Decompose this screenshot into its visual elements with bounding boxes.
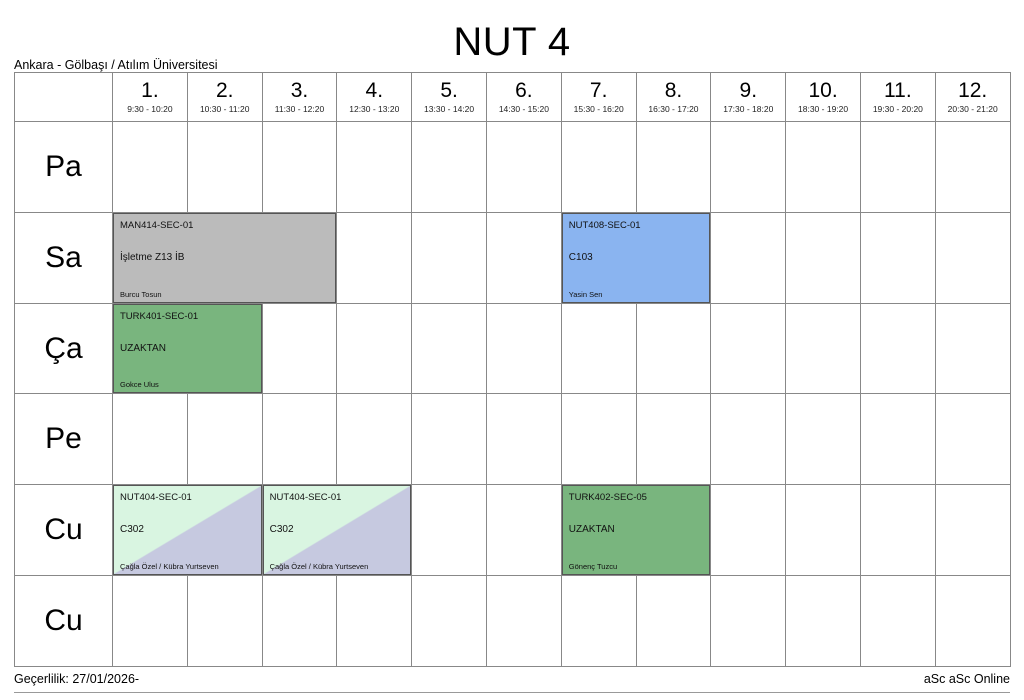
period-time: 15:30 - 16:20	[573, 104, 624, 114]
day-row	[15, 394, 1011, 485]
period-header-9	[711, 73, 786, 122]
lesson-teacher: Gokce Ulus	[120, 380, 159, 390]
period-number: 10.	[808, 79, 838, 102]
lesson-room: C103	[568, 251, 593, 263]
empty-cell	[935, 212, 1010, 303]
empty-cell	[187, 576, 262, 667]
empty-cell	[486, 303, 561, 394]
empty-cell	[860, 212, 935, 303]
lesson-block[interactable]	[562, 485, 711, 575]
period-number: 12.	[958, 79, 988, 102]
school-subtitle: Ankara - Gölbaşı / Atılım Üniversitesi	[14, 58, 218, 72]
empty-cell	[786, 394, 861, 485]
period-header-11	[860, 73, 935, 122]
period-time: 16:30 - 17:20	[648, 104, 699, 114]
lesson-code: NUT408-SEC-01	[568, 219, 641, 231]
empty-cell	[262, 122, 337, 213]
period-number: 4.	[365, 79, 384, 102]
period-number: 2.	[215, 79, 234, 102]
footer-divider	[14, 692, 1010, 693]
lesson-teacher: Çağla Özel / Kübra Yurtseven	[269, 562, 369, 572]
period-number: 8.	[664, 79, 683, 102]
empty-cell	[935, 122, 1010, 213]
period-number: 11.	[884, 79, 912, 102]
period-header-6	[486, 73, 561, 122]
empty-cell	[786, 212, 861, 303]
empty-cell	[636, 394, 711, 485]
empty-cell	[860, 394, 935, 485]
empty-cell	[113, 576, 188, 667]
lesson-code: MAN414-SEC-01	[120, 219, 194, 231]
timetable-body	[15, 122, 1011, 667]
empty-cell	[337, 303, 412, 394]
period-header-5	[412, 73, 487, 122]
lesson-block[interactable]	[263, 485, 412, 575]
period-number: 3.	[290, 79, 309, 102]
lesson-code: TURK402-SEC-05	[568, 492, 647, 504]
period-number: 1.	[141, 79, 159, 102]
empty-cell	[786, 303, 861, 394]
empty-cell	[860, 485, 935, 576]
day-row	[15, 303, 1011, 394]
lesson-room: UZAKTAN	[120, 342, 166, 354]
empty-cell	[636, 122, 711, 213]
empty-cell	[337, 122, 412, 213]
lesson-teacher: Burcu Tosun	[120, 289, 162, 299]
period-number: 7.	[589, 79, 608, 102]
empty-cell	[786, 122, 861, 213]
empty-cell	[711, 485, 786, 576]
empty-cell	[113, 394, 188, 485]
empty-cell	[711, 122, 786, 213]
empty-cell	[262, 394, 337, 485]
lesson-room: UZAKTAN	[568, 524, 615, 536]
period-time: 10:30 - 11:20	[199, 104, 250, 114]
lesson-room: C302	[120, 524, 144, 536]
empty-cell	[412, 303, 487, 394]
period-header-4	[337, 73, 412, 122]
empty-cell	[786, 485, 861, 576]
empty-cell	[561, 394, 636, 485]
header-row	[15, 73, 1011, 122]
period-number: 5.	[440, 79, 458, 102]
day-label-cell: Ça	[15, 303, 113, 394]
period-header-10	[786, 73, 861, 122]
lesson-cell	[561, 212, 711, 303]
empty-cell	[860, 576, 935, 667]
empty-cell	[486, 485, 561, 576]
day-row	[15, 122, 1011, 213]
period-number: 9.	[739, 79, 758, 102]
lesson-cell	[113, 212, 337, 303]
period-time: 14:30 - 15:20	[498, 104, 549, 114]
empty-cell	[412, 212, 487, 303]
lesson-block[interactable]	[113, 485, 262, 575]
empty-cell	[412, 576, 487, 667]
lesson-teacher: Yasin Sen	[568, 289, 603, 299]
empty-cell	[412, 122, 487, 213]
period-header-7	[561, 73, 636, 122]
empty-cell	[636, 576, 711, 667]
empty-cell	[786, 576, 861, 667]
period-header-3	[262, 73, 337, 122]
empty-cell	[711, 303, 786, 394]
period-header-1	[113, 73, 188, 122]
empty-cell	[935, 303, 1010, 394]
lesson-code: TURK401-SEC-01	[120, 310, 199, 322]
empty-cell	[187, 394, 262, 485]
lesson-block[interactable]	[113, 213, 336, 303]
period-time: 20:30 - 21:20	[947, 104, 998, 114]
day-label-cell: Cu	[15, 576, 113, 667]
empty-cell	[561, 303, 636, 394]
period-header-8	[636, 73, 711, 122]
empty-cell	[486, 576, 561, 667]
lesson-teacher: Çağla Özel / Kübra Yurtseven	[120, 562, 219, 572]
day-label-cell: Pe	[15, 394, 113, 485]
period-time: 13:30 - 14:20	[424, 104, 475, 114]
empty-cell	[412, 485, 487, 576]
empty-cell	[486, 212, 561, 303]
period-time: 18:30 - 19:20	[798, 104, 849, 114]
empty-cell	[935, 485, 1010, 576]
empty-cell	[412, 394, 487, 485]
lesson-cell	[113, 485, 263, 576]
lesson-cell	[113, 303, 263, 394]
empty-cell	[486, 122, 561, 213]
empty-cell	[935, 576, 1010, 667]
timetable-table	[14, 72, 1011, 667]
empty-cell	[262, 576, 337, 667]
period-time: 12:30 - 13:20	[349, 104, 400, 114]
day-label-cell: Pa	[15, 122, 113, 213]
lesson-cell	[561, 485, 711, 576]
empty-cell	[636, 303, 711, 394]
period-time: 11:30 - 12:20	[274, 104, 325, 114]
lesson-room: İşletme Z13 İB	[120, 251, 185, 263]
day-row	[15, 485, 1011, 576]
empty-cell	[337, 212, 412, 303]
empty-cell	[337, 394, 412, 485]
lesson-teacher: Gönenç Tuzcu	[568, 562, 618, 572]
period-header-12	[935, 73, 1010, 122]
empty-cell	[711, 576, 786, 667]
page-title: NUT 4	[453, 20, 571, 64]
period-time: 9:30 - 10:20	[127, 104, 173, 114]
lesson-cell	[262, 485, 412, 576]
empty-cell	[561, 122, 636, 213]
empty-cell	[337, 576, 412, 667]
empty-cell	[860, 122, 935, 213]
period-time: 19:30 - 20:20	[872, 104, 923, 114]
brand-label: aSc aSc Online	[923, 672, 1010, 686]
empty-cell	[711, 394, 786, 485]
lesson-block[interactable]	[113, 304, 262, 394]
lesson-code: NUT404-SEC-01	[120, 492, 192, 504]
period-header-2	[187, 73, 262, 122]
lesson-room: C302	[269, 524, 294, 536]
day-label-cell: Sa	[15, 212, 113, 303]
empty-cell	[935, 394, 1010, 485]
period-time: 17:30 - 18:20	[723, 104, 774, 114]
lesson-code: NUT404-SEC-01	[269, 492, 342, 504]
corner-cell	[15, 73, 113, 122]
day-label-cell: Cu	[15, 485, 113, 576]
empty-cell	[561, 576, 636, 667]
empty-cell	[113, 122, 188, 213]
timetable-grid	[14, 72, 1010, 667]
empty-cell	[262, 303, 337, 394]
empty-cell	[187, 122, 262, 213]
lesson-block[interactable]	[562, 213, 711, 303]
day-row	[15, 576, 1011, 667]
empty-cell	[860, 303, 935, 394]
period-number: 6.	[515, 79, 533, 102]
validity-label: Geçerlilik: 27/01/2026-	[14, 672, 140, 686]
empty-cell	[711, 212, 786, 303]
day-row	[15, 212, 1011, 303]
empty-cell	[486, 394, 561, 485]
